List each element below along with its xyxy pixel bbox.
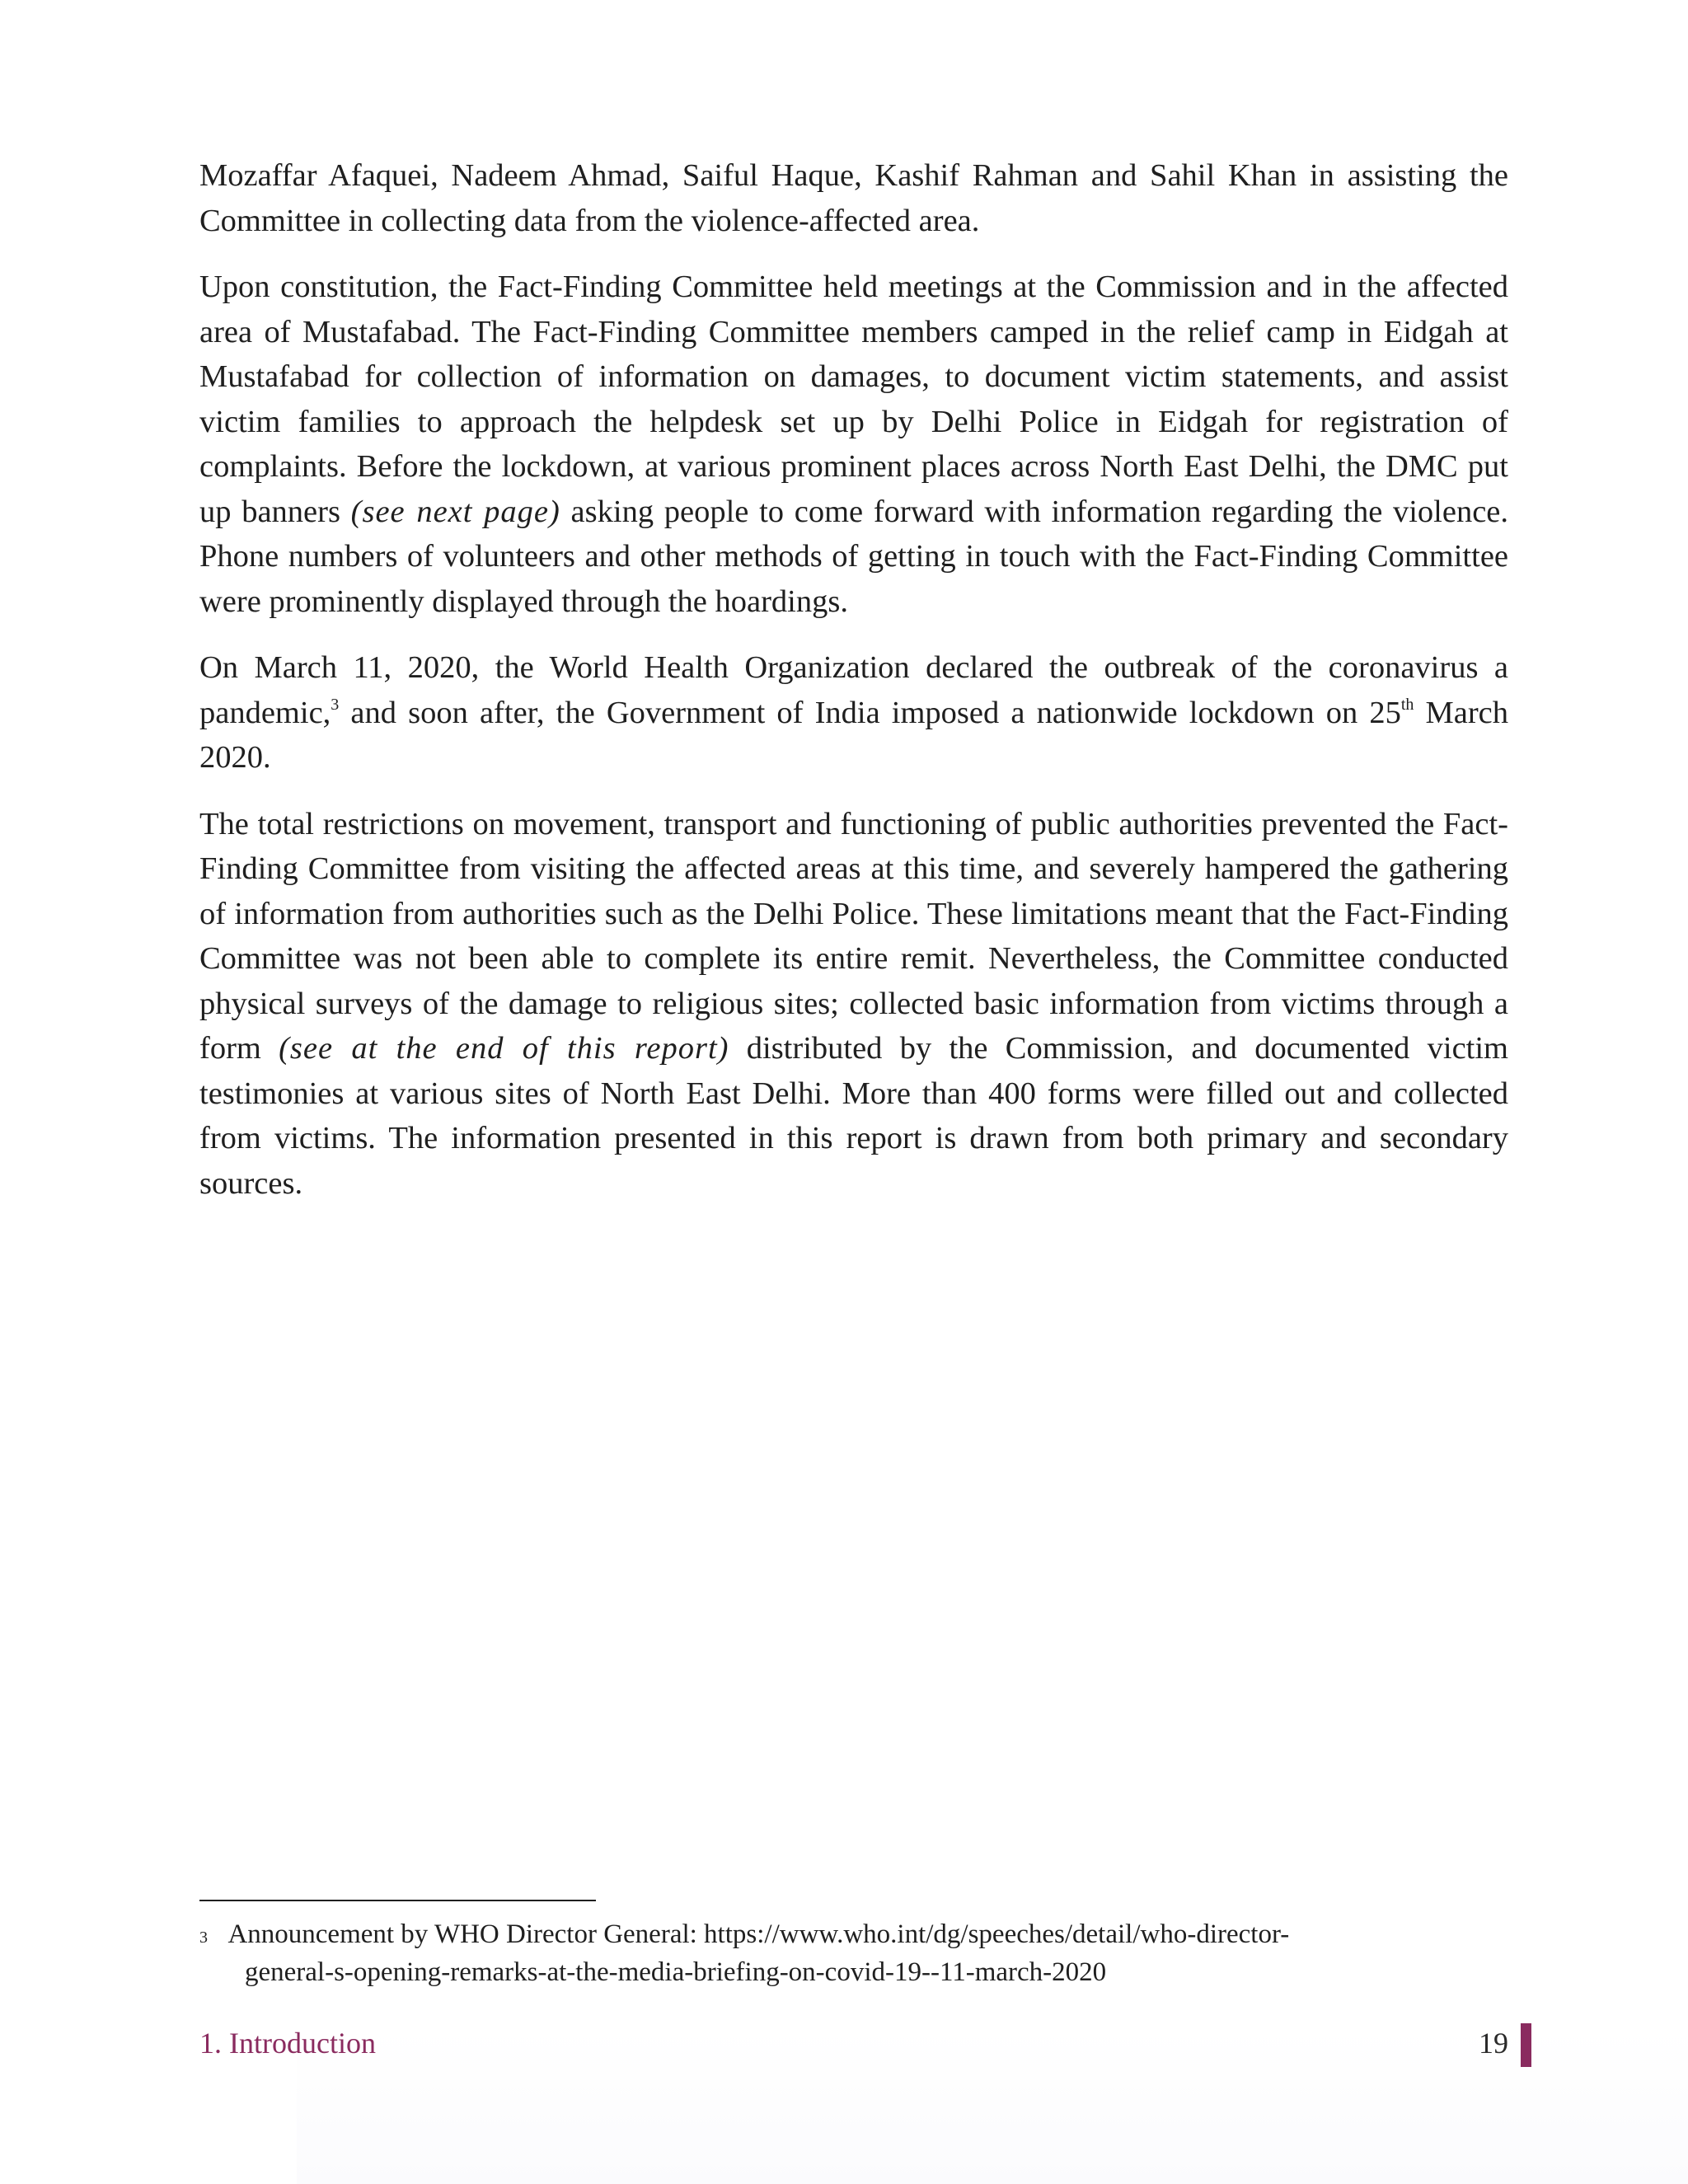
ordinal-superscript: th (1400, 695, 1414, 714)
paragraph-text: and soon after, the Government of India imposed a nationwide lockdown on 25 (339, 695, 1401, 730)
footnote-link[interactable]: Announcement by WHO Director General: https://www.who.int/dg/speeches/detail/who-director- (227, 1919, 1290, 1949)
page-number: 19 (1479, 2027, 1508, 2060)
paragraph-text: asking people to come forward with information regarding the violence. Phone numbers of volunteers and other methods of getting in touch with the Fact-Finding Committee were prominently displayed through the hoardings. (199, 494, 1509, 619)
footer-accent-bar (1521, 2023, 1531, 2067)
paragraph-committee-activities (199, 265, 1508, 624)
paragraph-text: March 2020. (199, 695, 1508, 775)
paragraph-restrictions (199, 802, 1508, 1207)
paragraph-text: Mozaffar Afaquei, Nadeem Ahmad, Saiful Haque, Kashif Rahman and Sahil Khan in assisting the Committee in collecting data from the violence-affected area. (199, 158, 1508, 238)
paragraph-text: distributed by the Commission, and documented victim testimonies at various sites of North East Delhi. More than 400 forms were filled out and collected from victims. The information presented in this report is drawn from both primary and secondary sources. (199, 1031, 1508, 1201)
paragraph-text: Upon constitution, the Fact-Finding Committee held meetings at the Commission and in the affected area of Mustafabad. The Fact-Finding Committee members camped in the relief camp in Eidgah at Mustafabad for collection of information on damages, to document victim statements, and assist victim families to approach the helpdesk set up by Delhi Police in Eidgah for registration of complaints. Before the lockdown, at various prominent places across North East Delhi, the DMC put up banners (199, 269, 1508, 529)
body-text (199, 153, 1508, 1227)
footer-section-title: 1. Introduction (199, 2027, 376, 2060)
footnote-number: 3 (199, 1929, 208, 1947)
paragraph-acknowledgement (199, 153, 1508, 243)
footnote-divider (199, 1900, 596, 1901)
paragraph-pandemic (199, 645, 1508, 780)
footnote-link-continued[interactable]: general-s-opening-remarks-at-the-media-briefing-on-covid-19--11-march-2020 (245, 1957, 1107, 1987)
paragraph-text: On March 11, 2020, the World Health Organization declared the outbreak of the coronavirus a pandemic, (199, 650, 1508, 730)
footnote-line (199, 1915, 1508, 1953)
italic-reference: (see at the end of this report) (279, 1031, 729, 1066)
italic-reference: (see next page) (350, 494, 560, 529)
paragraph-text: The total restrictions on movement, transport and functioning of public authorities prevented the Fact-Finding Committee from visiting the affected areas at this time, and severely hampered the gathering of information from authorities such as the Delhi Police. These limitations meant that the Fact-Finding Committee was not been able to complete its entire remit. Nevertheless, the Committee conducted physical surveys of the damage to religious sites; collected basic information from victims through a form (199, 806, 1508, 1066)
footnote (199, 1915, 1508, 1991)
footnote-reference[interactable]: 3 (331, 695, 340, 714)
